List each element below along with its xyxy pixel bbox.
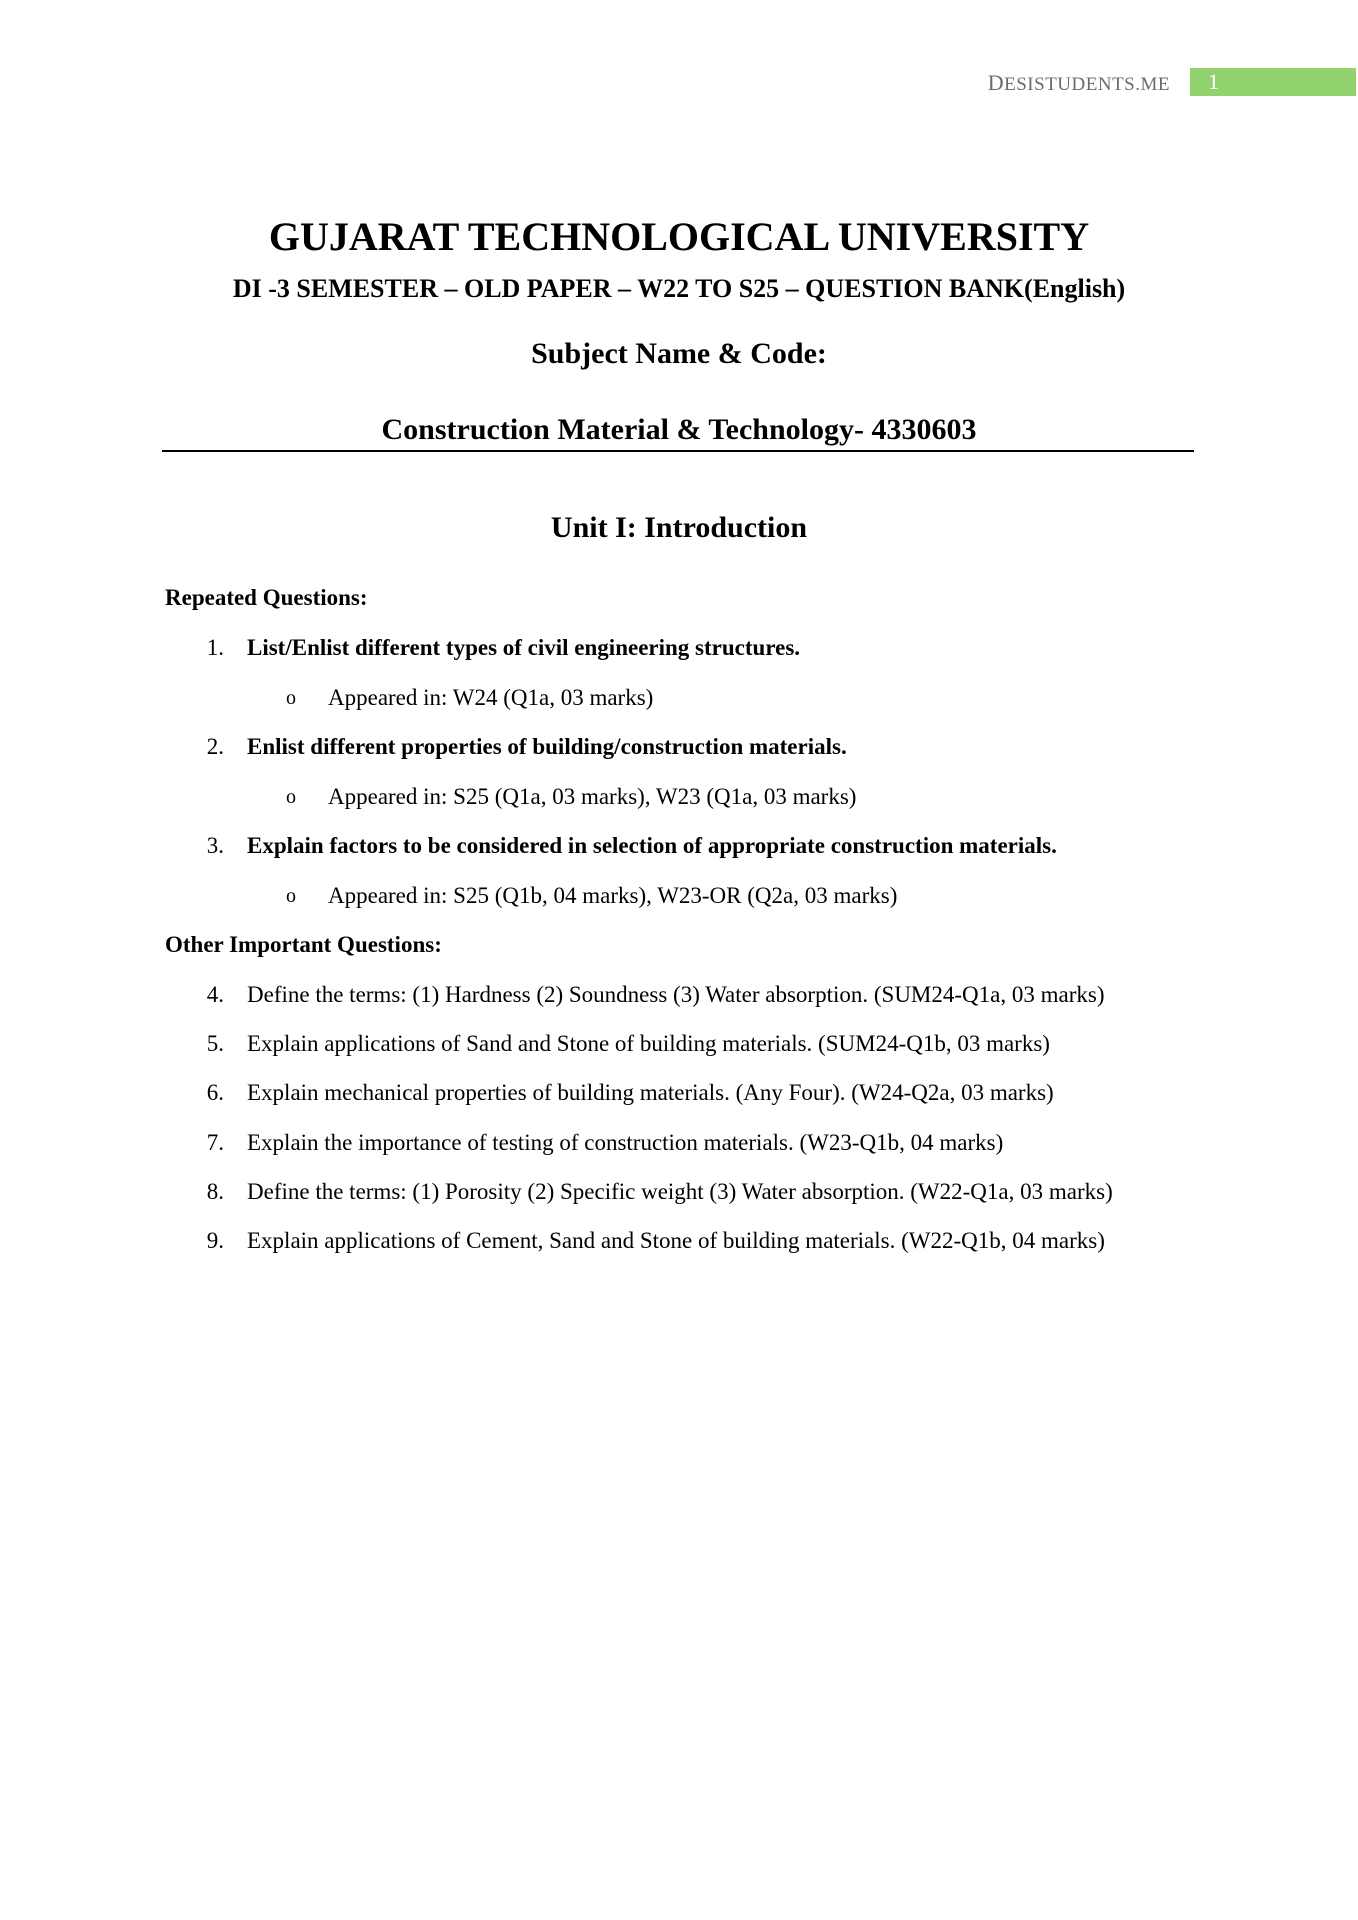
page-number: 1 xyxy=(1208,69,1219,94)
subject-name: Construction Material & Technology- 4330603 xyxy=(381,413,977,446)
question-text: Define the terms: (1) Hardness (2) Soundness (3) Water absorption. (SUM24-Q1a, 03 marks) xyxy=(247,982,1105,1007)
question-text: Explain mechanical properties of building materials. (Any Four). (W24-Q2a, 03 marks) xyxy=(247,1080,1054,1105)
question-number: 5. xyxy=(206,1031,224,1056)
appeared-in-text: Appeared in: W24 (Q1a, 03 marks) xyxy=(328,685,654,710)
question-text: Explain factors to be considered in selection of appropriate construction materials. xyxy=(247,833,1057,858)
question-number: 3. xyxy=(206,833,224,858)
question-text: Define the terms: (1) Porosity (2) Specific weight (3) Water absorption. (W22-Q1a, 03 marks) xyxy=(247,1179,1113,1204)
question-text: Explain the importance of testing of construction materials. (W23-Q1b, 04 marks) xyxy=(247,1130,1004,1155)
list-item xyxy=(0,979,1358,1011)
repeated-questions-heading: Repeated Questions: xyxy=(165,585,368,610)
list-item xyxy=(0,1077,1358,1109)
bullet-icon: o xyxy=(286,687,296,709)
appeared-in-item xyxy=(0,682,1358,714)
bullet-icon: o xyxy=(286,786,296,808)
site-name xyxy=(960,68,1170,100)
question-number: 7. xyxy=(206,1130,224,1155)
unit-title: Unit I: Introduction xyxy=(550,511,808,544)
document-title: GUJARAT TECHNOLOGICAL UNIVERSITY xyxy=(268,214,1090,259)
appeared-in-text: Appeared in: S25 (Q1b, 04 marks), W23-OR (Q2a, 03 marks) xyxy=(328,883,898,908)
question-text: List/Enlist different types of civil engineering structures. xyxy=(247,635,801,660)
list-item xyxy=(0,830,1358,862)
question-number: 6. xyxy=(206,1080,224,1105)
question-text: Explain applications of Cement, Sand and Stone of building materials. (W22-Q1b, 04 marks) xyxy=(247,1228,1105,1253)
appeared-in-item xyxy=(0,781,1358,813)
page-number-badge xyxy=(1190,68,1356,96)
question-number: 8. xyxy=(206,1179,224,1204)
document-subtitle: DI -3 SEMESTER – OLD PAPER – W22 TO S25 – QUESTION BANK(English) xyxy=(232,274,1126,303)
question-number: 2. xyxy=(206,734,224,759)
question-number: 4. xyxy=(206,982,224,1007)
list-item xyxy=(0,1127,1358,1159)
subject-label: Subject Name & Code: xyxy=(531,337,827,370)
question-number: 1. xyxy=(206,635,224,660)
question-text: Enlist different properties of building/construction materials. xyxy=(247,734,847,759)
title-divider xyxy=(162,450,1194,452)
site-name-rest: ESISTUDENTS.ME xyxy=(1004,74,1170,95)
list-item xyxy=(0,1028,1358,1060)
list-item xyxy=(0,1176,1358,1208)
question-text: Explain applications of Sand and Stone of building materials. (SUM24-Q1b, 03 marks) xyxy=(247,1031,1050,1056)
appeared-in-text: Appeared in: S25 (Q1a, 03 marks), W23 (Q1a, 03 marks) xyxy=(328,784,857,809)
question-number: 9. xyxy=(206,1228,224,1253)
site-name-initial: D xyxy=(987,70,1005,95)
list-item xyxy=(0,731,1358,763)
list-item xyxy=(0,1225,1358,1257)
other-questions-heading: Other Important Questions: xyxy=(165,932,442,957)
list-item xyxy=(0,632,1358,664)
appeared-in-item xyxy=(0,880,1358,912)
bullet-icon: o xyxy=(286,885,296,907)
